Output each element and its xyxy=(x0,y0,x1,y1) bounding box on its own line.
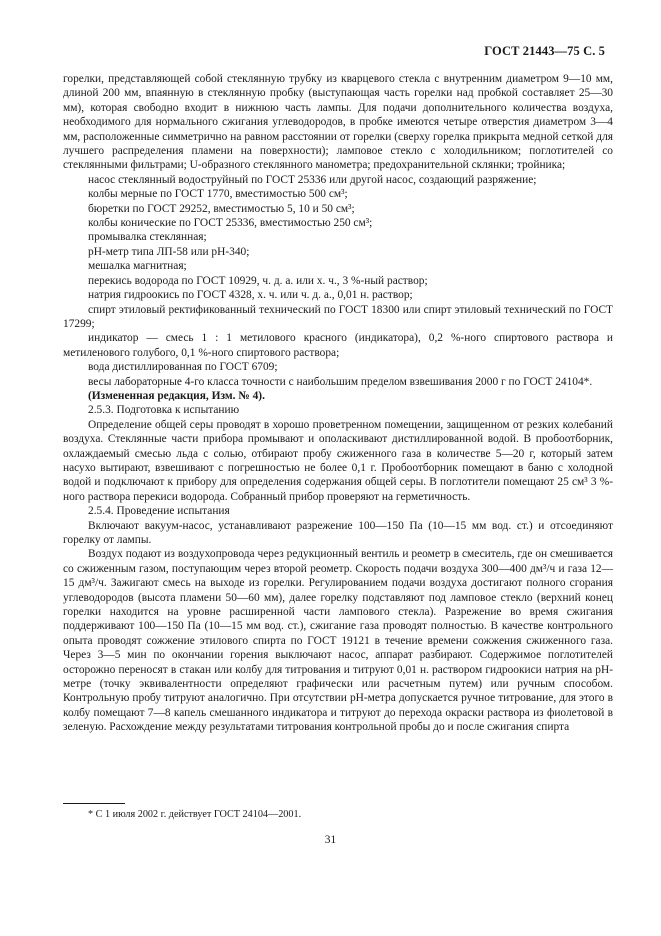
paragraph: Включают вакуум-насос, устанавливают разрежение 100—150 Па (10—15 мм вод. ст.) и отсоединяют горелку от лампы. xyxy=(63,519,613,546)
paragraph: вода дистиллированная по ГОСТ 6709; xyxy=(88,361,278,374)
paragraph: 2.5.4. Проведение испытания xyxy=(88,505,230,518)
paragraph: колбы конические по ГОСТ 25336, вместимостью 250 см³; xyxy=(88,217,373,230)
page-header: ГОСТ 21443—75 С. 5 xyxy=(484,44,605,58)
paragraph: (Измененная редакция, Изм. № 4). xyxy=(88,389,265,402)
paragraph: насос стеклянный водоструйный по ГОСТ 25336 или другой насос, создающий разряжение; xyxy=(88,173,537,186)
paragraph: натрия гидроокись по ГОСТ 4328, х. ч. или ч. д. а., 0,01 н. раствор; xyxy=(88,289,413,302)
paragraph: весы лабораторные 4-го класса точности с наибольшим пределом взвешивания 2000 г по ГОСТ 24104*. xyxy=(88,375,593,388)
footnote-divider xyxy=(63,803,125,804)
footnote: * С 1 июля 2002 г. действует ГОСТ 24104—2001. xyxy=(88,809,302,820)
paragraph: бюретки по ГОСТ 29252, вместимостью 5, 10 и 50 см³; xyxy=(88,202,355,215)
paragraph: горелки, представляющей собой стеклянную трубку из кварцевого стекла с внутренним диаметром 9—10 мм, длиной 200 мм, впаянную в стеклянную пробку (выступающая часть горелки над пробкой составляет 25—30 мм), которая свободно входит в нижнюю часть лампы. Для подачи дополнительного количества воздуха, необходимого для нормального сжигания углеводородов, в пробке имеются четыре отверстия диаметром 3—4 мм, расположенные симметрично на равном расстоянии от горелки (сверху горелка прикрыта медной сеткой для лучшего распределения пламени на поверхности); ламповое стекло с холодильником; поглотителей со стеклянными фильтрами; U-образного стеклянного манометра; предохранительной склянки; тройника; xyxy=(63,73,613,172)
paragraph: мешалка магнитная; xyxy=(88,260,187,273)
paragraph: промывалка стеклянная; xyxy=(88,231,207,244)
paragraph: Воздух подают из воздухопровода через редукционный вентиль и реометр в смеситель, где он смешивается со сжиженным газом, поступающим через второй реометр. Скорость подачи воздуха 300—400 дм³/ч и газа 12—15 дм³/ч. Зажигают смесь на выходе из горелки. Регулированием подачи воздуха достигают полного сгорания углеводородов (высота пламени 50—60 мм), далее горелку подставляют под ламповое стекло (верхний конец горелки находится на уровне расширенной части лампового стекла). Разрежение во время сжигания поддерживают 100—150 Па (10—15 мм вод. ст.), сжигание газа проводят полностью. В качестве контрольного опыта проводят сожжение этилового спирта по ГОСТ 19121 в течение времени сожжения сжиженного газа. Через 3—5 мин по окончании горения выключают насос, аппарат разбирают. Содержимое поглотителей осторожно переносят в стакан или колбу для титрования и титруют 0,01 н. раствором гидроокиси натрия на рН-метре (точку эквивалентности определяют графически или расчетным путем) или ручным способом. Контрольную пробу титруют аналогично. При отсутствии рН-метра допускается ручное титрование, для этого в колбу помещают 7—8 капель смешанного индикатора и титруют до перехода окраски раствора из фиолетовой в зеленую. Расхождение между результатами титрования контрольной пробы до и после сжигания спирта xyxy=(63,548,613,734)
paragraph: колбы мерные по ГОСТ 1770, вместимостью 500 см³; xyxy=(88,188,348,201)
paragraph: спирт этиловый ректификованный технический по ГОСТ 18300 или спирт этиловый технический по ГОСТ 17299; xyxy=(63,303,613,330)
body-text xyxy=(63,72,613,735)
paragraph: индикатор — смесь 1 : 1 метилового красного (индикатора), 0,2 %-ного спиртового раствора и метиленового голубого, 0,1 %-ного спиртового раствора; xyxy=(63,332,613,359)
paragraph: рН-метр типа ЛП-58 или рН-340; xyxy=(88,245,250,258)
page-number: 31 xyxy=(324,834,337,846)
paragraph: Определение общей серы проводят в хорошо проветренном помещении, защищенном от резких колебаний воздуха. Стеклянные части прибора промывают и ополаскивают дистиллированной водой. В пробоотборник, охлаждаемый смесью льда с солью, отбирают пробу сжиженного газа в количестве 5—20 г, который затем насухо вытирают, взвешивают с погрешностью не более 0,1 г. Пробоотборник помещают в баню с холодной водой и подключают к прибору для определения содержания общей серы. В поглотители помещают 25 см³ 3 %-ного раствора перекиси водорода. Собранный прибор проверяют на герметичность. xyxy=(63,418,613,503)
paragraph: перекись водорода по ГОСТ 10929, ч. д. а. или х. ч., 3 %-ный раствор; xyxy=(88,274,428,287)
paragraph: 2.5.3. Подготовка к испытанию xyxy=(88,404,240,417)
